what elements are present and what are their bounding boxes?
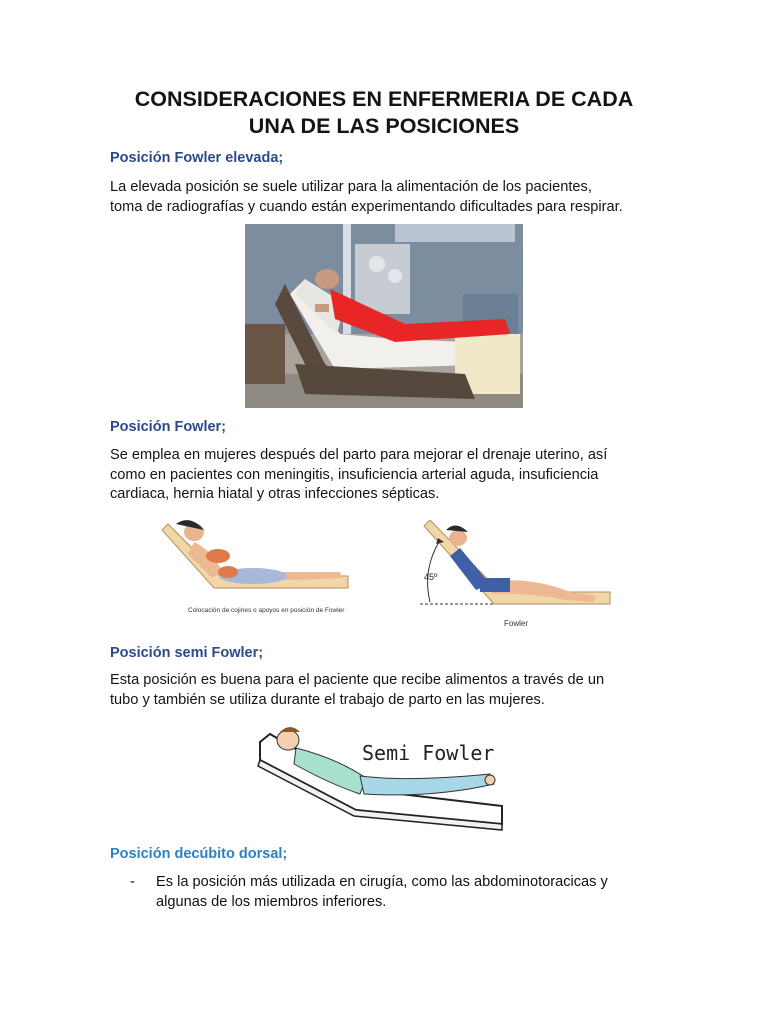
section-text-fowler bbox=[110, 446, 670, 505]
fowler-cushions-illustration bbox=[158, 516, 354, 618]
section-heading-decubito-dorsal: Posición decúbito dorsal; bbox=[110, 846, 288, 862]
text-line: tubo y también se utiliza durante el trabajo de parto en las mujeres. bbox=[110, 691, 545, 708]
page-title bbox=[80, 86, 688, 140]
text-line: Se emplea en mujeres después del parto para mejorar el drenaje uterino, así bbox=[110, 447, 608, 463]
text-line: cardiaca, hernia hiatal y otras infecciones sépticas. bbox=[110, 486, 440, 502]
text-line: Esta posición es buena para el paciente que recibe alimentos a través de un bbox=[110, 672, 605, 688]
fowler-45-illustration bbox=[410, 520, 614, 630]
section-heading-fowler: Posición Fowler; bbox=[110, 419, 227, 435]
fowler-elevada-photo bbox=[245, 224, 523, 408]
text-line: toma de radiografías y cuando están experimentando dificultades para respirar. bbox=[110, 198, 623, 215]
fowler-cushions-caption: Colocación de cojines o apoyos en posición de Fowler bbox=[188, 607, 345, 614]
text-line: algunas de los miembros inferiores. bbox=[156, 893, 387, 910]
title-line-2: UNA DE LAS POSICIONES bbox=[248, 114, 520, 138]
semi-fowler-illustration bbox=[256, 720, 508, 834]
text-line: La elevada posición se suele utilizar para la alimentación de los pacientes, bbox=[110, 179, 592, 195]
angle-label: 45º bbox=[424, 572, 438, 582]
section-heading-fowler-elevada: Posición Fowler elevada; bbox=[110, 150, 284, 166]
section-text-fowler-elevada bbox=[110, 178, 670, 217]
bullet-text bbox=[156, 873, 676, 912]
fowler-caption: Fowler bbox=[504, 619, 529, 628]
section-text-semi-fowler bbox=[110, 671, 670, 710]
title-line-1: CONSIDERACIONES EN ENFERMERIA DE CADA bbox=[134, 87, 634, 111]
text-line: como en pacientes con meningitis, insuficiencia arterial aguda, insuficiencia bbox=[110, 466, 599, 483]
bullet-dash: - bbox=[130, 874, 135, 890]
text-line: Es la posición más utilizada en cirugía, como las abdominotoracicas y bbox=[156, 874, 608, 890]
section-heading-semi-fowler: Posición semi Fowler; bbox=[110, 645, 264, 661]
semi-fowler-label: Semi Fowler bbox=[362, 741, 495, 765]
